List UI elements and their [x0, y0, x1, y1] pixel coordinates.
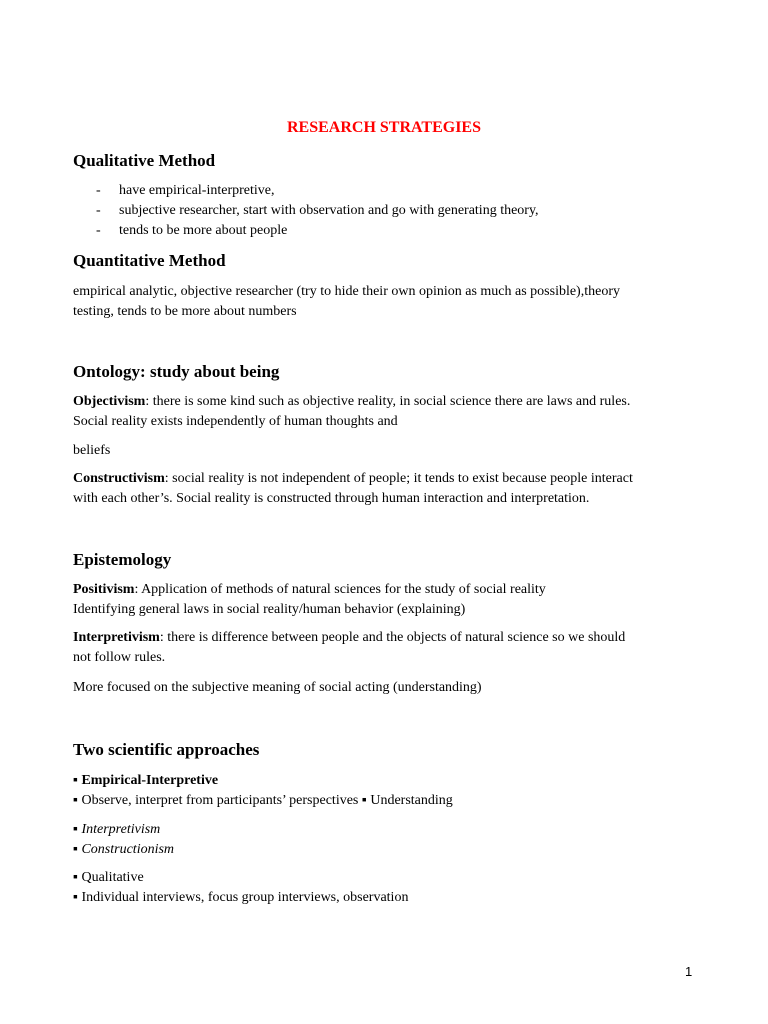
qualitative-heading: Qualitative Method [73, 151, 216, 170]
interpretivism-term: Interpretivism [73, 630, 160, 645]
interviews-bullet-line: ▪ Individual interviews, focus group interviews, observation [73, 890, 409, 905]
qualitative-bullet-line: ▪ Qualitative [73, 870, 144, 885]
objectivism-term: Objectivism [73, 394, 146, 409]
interpretivism-bullet-line [73, 822, 160, 838]
empirical-interpretive-term: Empirical-Interpretive [81, 773, 219, 788]
epistemology-heading: Epistemology [73, 550, 172, 569]
constructivism-paragraph-line-1 [73, 471, 633, 487]
ontology-heading: Ontology: study about being [73, 362, 280, 381]
constructivism-line-2: with each other’s. Social reality is constructed through human interaction and interpretation. [73, 491, 590, 506]
beliefs-line: beliefs [73, 443, 111, 458]
quantitative-heading: Quantitative Method [73, 251, 226, 270]
objectivism-text: : there is some kind such as objective reality, in social science there are laws and rules. [145, 394, 631, 409]
interpretivism-paragraph-line-1 [73, 630, 625, 646]
constructionism-bullet-line [73, 842, 174, 858]
page-number: 1 [685, 964, 693, 979]
positivism-term: Positivism [73, 582, 135, 597]
interpretivism-line-2: not follow rules. [73, 650, 166, 665]
observe-line: ▪ Observe, interpret from participants’ perspectives ▪ Understanding [73, 793, 453, 808]
constructionism-italic: Constructionism [81, 842, 175, 857]
approaches-heading: Two scientific approaches [73, 740, 260, 759]
positivism-text: : Application of methods of natural sciences for the study of social reality [134, 582, 546, 597]
positivism-line-2: Identifying general laws in social reality/human behavior (explaining) [73, 602, 466, 617]
document-title: RESEARCH STRATEGIES [287, 119, 481, 136]
interpretivism-text: : there is difference between people and the objects of natural science so we should [159, 630, 626, 645]
quantitative-line-2: testing, tends to be more about numbers [73, 304, 297, 319]
interpretivism-italic: Interpretivism [81, 822, 161, 837]
quantitative-line-1: empirical analytic, objective researcher (try to hide their own opinion as much as possible),theory [73, 284, 620, 299]
empirical-interpretive-line [73, 773, 218, 789]
constructivism-term: Constructivism [73, 471, 165, 486]
list-dash: - [96, 223, 101, 238]
objectivism-paragraph-line-1 [73, 394, 630, 410]
qualitative-item-1: have empirical-interpretive, [119, 183, 275, 198]
bullet: ▪ [73, 842, 82, 857]
more-focused-line: More focused on the subjective meaning of social acting (understanding) [73, 680, 482, 695]
list-dash: - [96, 183, 101, 198]
objectivism-line-2: Social reality exists independently of human thoughts and [73, 414, 398, 429]
qualitative-item-3: tends to be more about people [119, 223, 288, 238]
list-dash: - [96, 203, 101, 218]
positivism-paragraph-line-1 [73, 582, 546, 598]
qualitative-item-2: subjective researcher, start with observation and go with generating theory, [119, 203, 539, 218]
constructivism-text: : social reality is not independent of people; it tends to exist because people interact [164, 471, 633, 486]
bullet: ▪ [73, 773, 82, 788]
bullet: ▪ [73, 822, 82, 837]
